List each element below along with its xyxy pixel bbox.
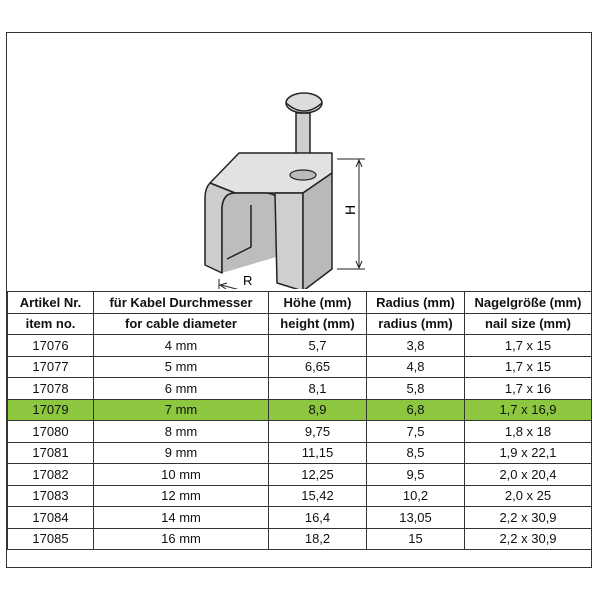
table-body xyxy=(8,335,592,550)
height-cell: 5,7 xyxy=(269,335,367,357)
cable-diameter-cell: 5 mm xyxy=(94,356,269,378)
table-row xyxy=(8,399,592,421)
cable-diameter-cell: 4 mm xyxy=(94,335,269,357)
radius-cell: 9,5 xyxy=(367,464,465,486)
header-row-english xyxy=(8,313,592,335)
table-row xyxy=(8,335,592,357)
nail-head xyxy=(286,93,322,113)
table-row xyxy=(8,421,592,443)
nail-size-cell: 1,7 x 16,9 xyxy=(465,399,592,421)
cable-diameter-cell: 8 mm xyxy=(94,421,269,443)
item-no-cell: 17077 xyxy=(8,356,94,378)
nail-size-cell: 1,9 x 22,1 xyxy=(465,442,592,464)
item-no-cell: 17083 xyxy=(8,485,94,507)
column-header-nail-size-en: nail size (mm) xyxy=(465,313,592,335)
table-row xyxy=(8,507,592,529)
item-no-cell: 17079 xyxy=(8,399,94,421)
column-header-nail-size: Nagelgröße (mm) xyxy=(465,292,592,314)
product-sheet xyxy=(6,32,592,568)
cable-diameter-cell: 14 mm xyxy=(94,507,269,529)
cable-diameter-cell: 7 mm xyxy=(94,399,269,421)
table-row xyxy=(8,378,592,400)
table-row xyxy=(8,485,592,507)
radius-cell: 3,8 xyxy=(367,335,465,357)
column-header-cable-diameter: für Kabel Durchmesser xyxy=(94,292,269,314)
nail-size-cell: 1,7 x 16 xyxy=(465,378,592,400)
item-no-cell: 17080 xyxy=(8,421,94,443)
nail-size-cell: 1,8 x 18 xyxy=(465,421,592,443)
item-no-cell: 17076 xyxy=(8,335,94,357)
column-header-radius: Radius (mm) xyxy=(367,292,465,314)
table-row xyxy=(8,442,592,464)
cable-diameter-cell: 12 mm xyxy=(94,485,269,507)
nail-size-cell: 1,7 x 15 xyxy=(465,335,592,357)
item-no-cell: 17084 xyxy=(8,507,94,529)
cable-diameter-cell: 9 mm xyxy=(94,442,269,464)
height-cell: 8,1 xyxy=(269,378,367,400)
column-header-height: Höhe (mm) xyxy=(269,292,367,314)
table-row xyxy=(8,356,592,378)
cable-diameter-cell: 10 mm xyxy=(94,464,269,486)
radius-cell: 13,05 xyxy=(367,507,465,529)
column-header-article-no: Artikel Nr. xyxy=(8,292,94,314)
header-row-german xyxy=(8,292,592,314)
item-no-cell: 17085 xyxy=(8,528,94,550)
dimension-label-h: H xyxy=(342,204,358,215)
clip-right-block xyxy=(275,193,303,289)
nail-size-cell: 2,0 x 20,4 xyxy=(465,464,592,486)
column-header-item-no: item no. xyxy=(8,313,94,335)
height-cell: 12,25 xyxy=(269,464,367,486)
radius-cell: 4,8 xyxy=(367,356,465,378)
table-row xyxy=(8,528,592,550)
radius-cell: 15 xyxy=(367,528,465,550)
item-no-cell: 17078 xyxy=(8,378,94,400)
item-no-cell: 17081 xyxy=(8,442,94,464)
radius-cell: 8,5 xyxy=(367,442,465,464)
column-header-radius-en: radius (mm) xyxy=(367,313,465,335)
column-header-cable-diameter-en: for cable diameter xyxy=(94,313,269,335)
dimension-label-r: R xyxy=(243,273,253,288)
height-cell: 8,9 xyxy=(269,399,367,421)
cable-clip-drawing xyxy=(7,33,591,289)
nail-size-cell: 2,0 x 25 xyxy=(465,485,592,507)
nail-size-cell: 2,2 x 30,9 xyxy=(465,507,592,529)
height-cell: 18,2 xyxy=(269,528,367,550)
radius-cell: 6,8 xyxy=(367,399,465,421)
item-no-cell: 17082 xyxy=(8,464,94,486)
height-cell: 11,15 xyxy=(269,442,367,464)
height-cell: 6,65 xyxy=(269,356,367,378)
radius-cell: 7,5 xyxy=(367,421,465,443)
radius-cell: 5,8 xyxy=(367,378,465,400)
height-cell: 15,42 xyxy=(269,485,367,507)
cable-diameter-cell: 6 mm xyxy=(94,378,269,400)
nail-size-cell: 2,2 x 30,9 xyxy=(465,528,592,550)
specification-table xyxy=(7,291,592,550)
radius-cell: 10,2 xyxy=(367,485,465,507)
height-cell: 16,4 xyxy=(269,507,367,529)
table-row xyxy=(8,464,592,486)
cable-diameter-cell: 16 mm xyxy=(94,528,269,550)
nail-size-cell: 1,7 x 15 xyxy=(465,356,592,378)
column-header-height-en: height (mm) xyxy=(269,313,367,335)
height-cell: 9,75 xyxy=(269,421,367,443)
